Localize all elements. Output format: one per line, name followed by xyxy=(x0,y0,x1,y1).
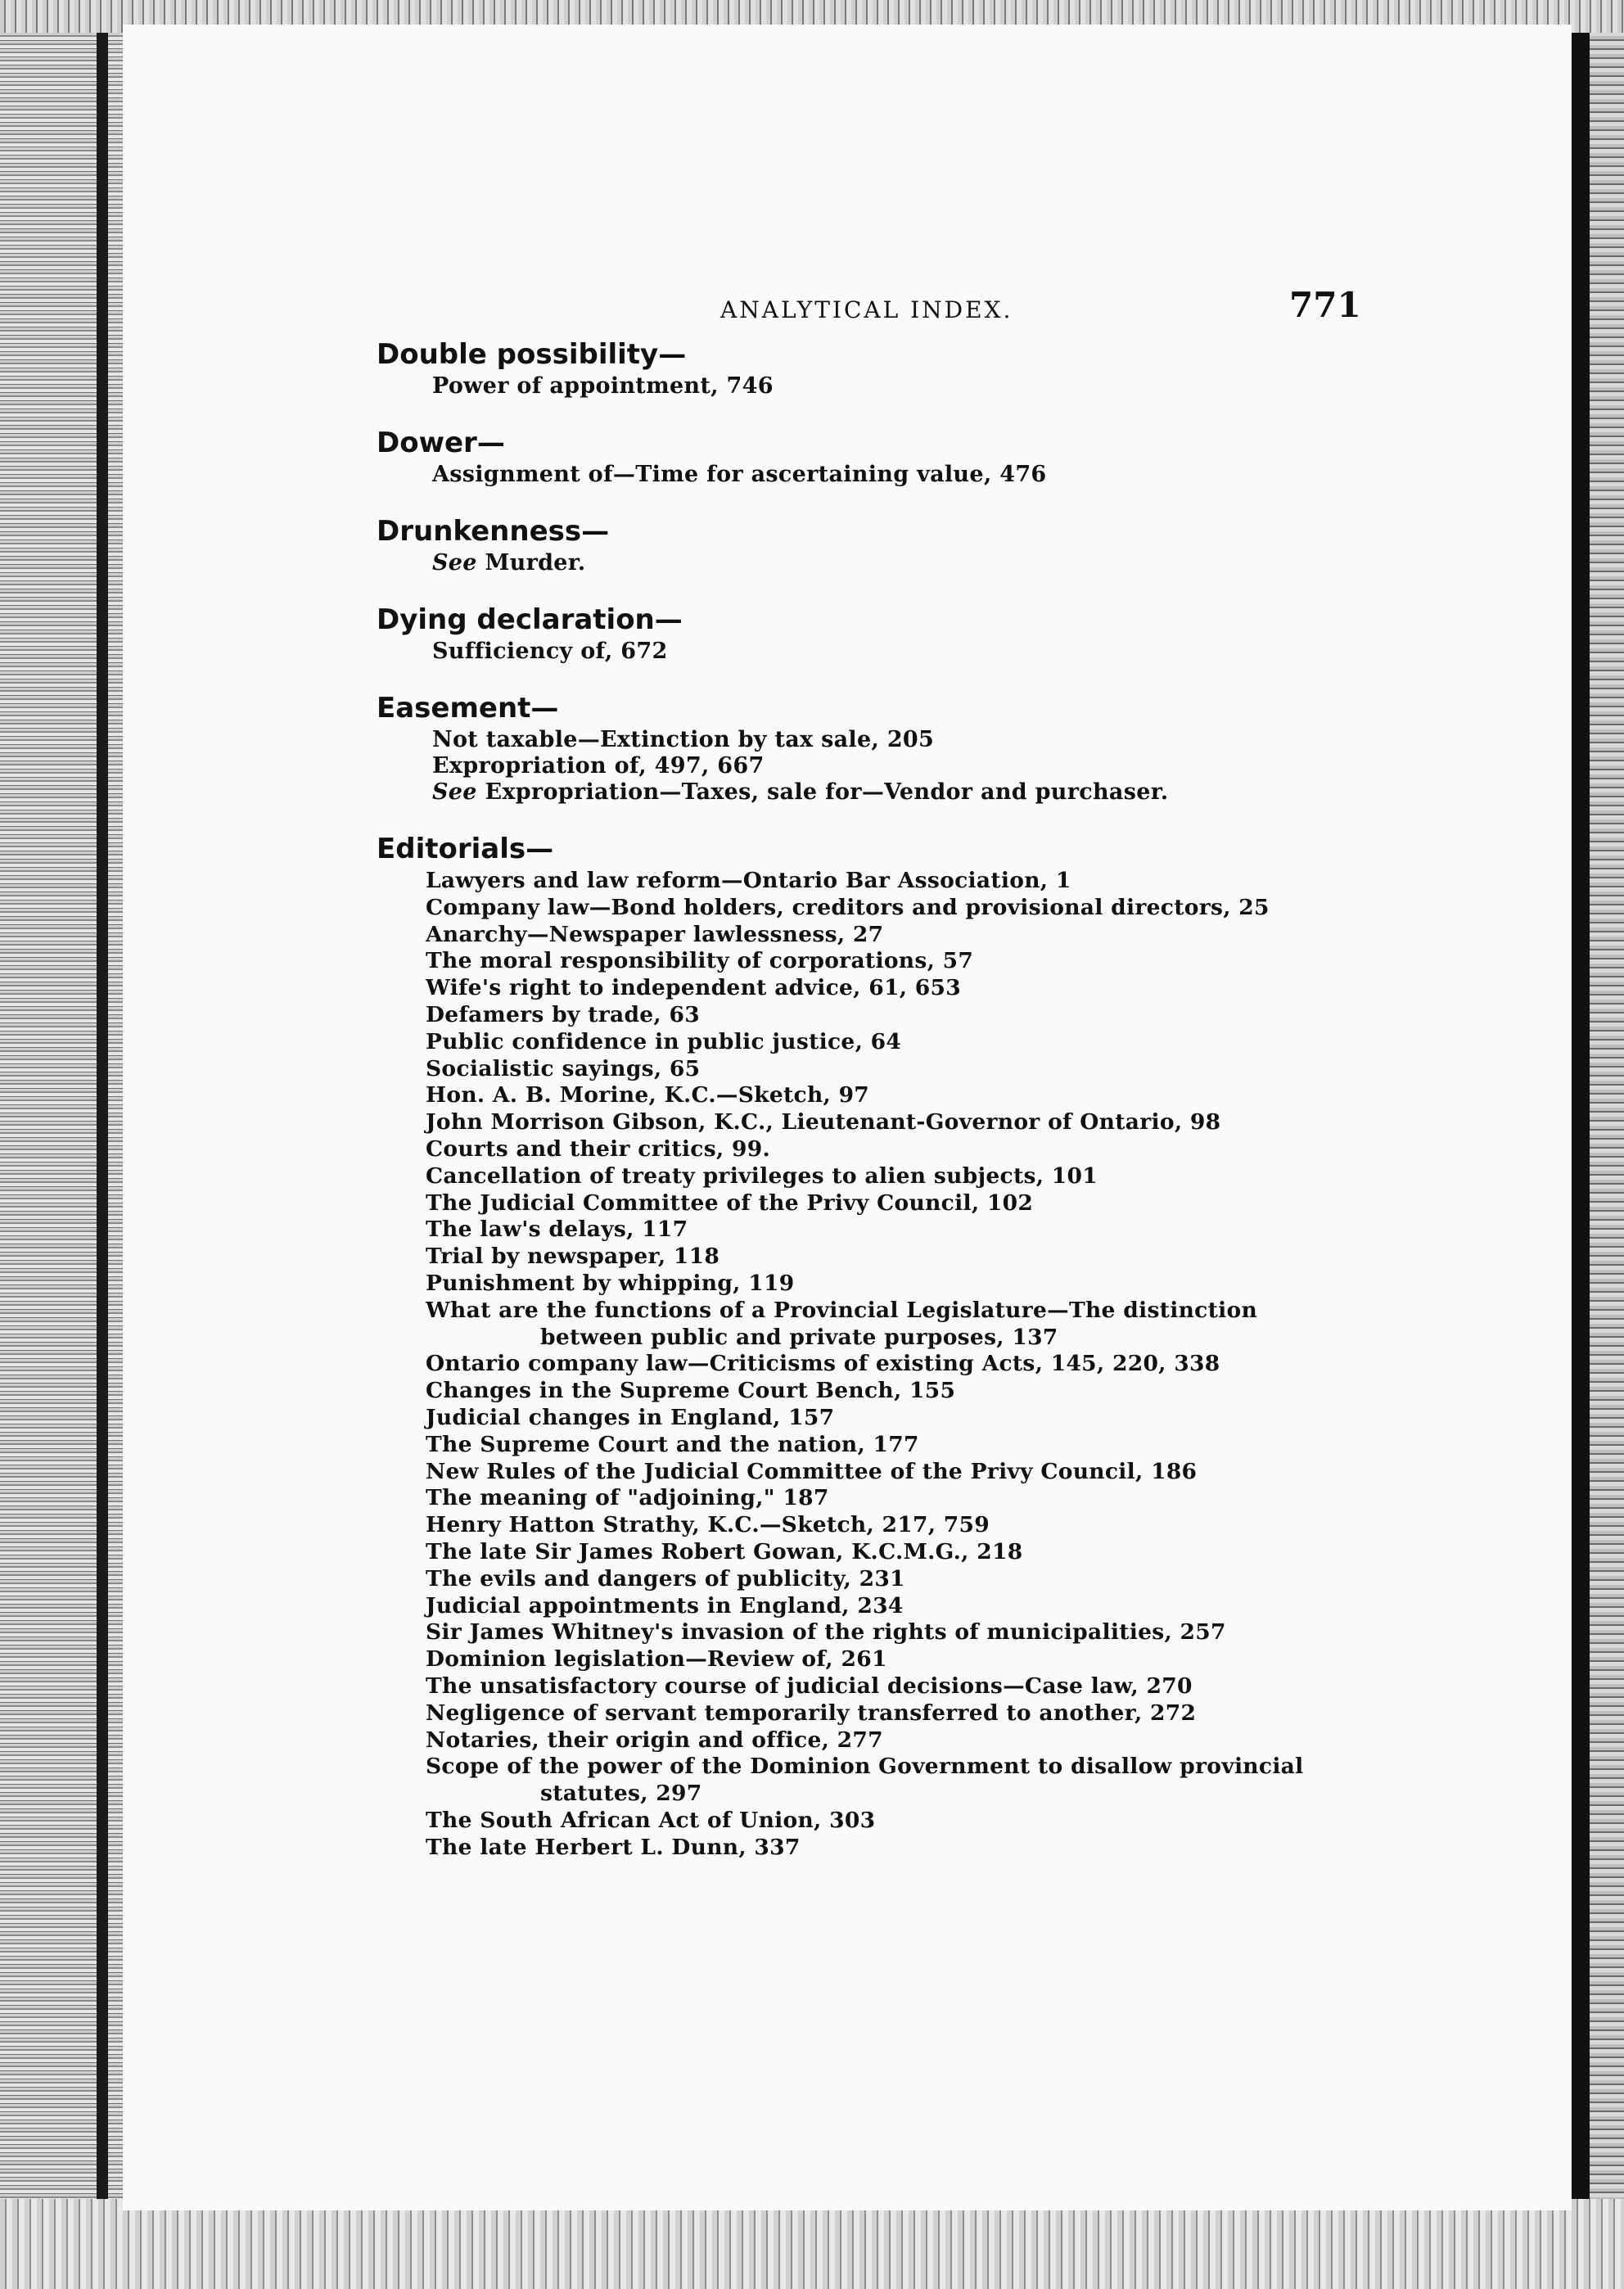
index-subentry xyxy=(377,1136,1482,1163)
book-page xyxy=(123,25,1572,2210)
index-subentry xyxy=(377,1405,1482,1432)
subentry-text: Not taxable—Extinction by tax sale, 205 xyxy=(432,727,935,752)
subentry-text: Lawyers and law reform—Ontario Bar Association, 1 xyxy=(426,868,1071,893)
subentry-text: Expropriation—Taxes, sale for—Vendor and purchaser. xyxy=(476,779,1169,805)
subentry-text: The evils and dangers of publicity, 231 xyxy=(426,1565,905,1591)
subentry-text: Punishment by whipping, 119 xyxy=(426,1270,795,1296)
subentry-text: The law's delays, 117 xyxy=(426,1217,688,1243)
index-subentry xyxy=(377,1432,1482,1459)
subentry-text: What are the functions of a Provincial Legislature—The distinction xyxy=(426,1297,1258,1323)
index-subentry xyxy=(377,948,1482,975)
index-subentry xyxy=(377,1082,1482,1109)
index-subentry xyxy=(377,1378,1482,1405)
index-subentry xyxy=(377,1459,1482,1486)
index-subentry xyxy=(377,1351,1482,1378)
subentry-text: Courts and their critics, 99. xyxy=(426,1135,770,1162)
running-title: ANALYTICAL INDEX. xyxy=(720,296,1013,323)
index-heading: Drunkenness— xyxy=(377,515,610,548)
index-subentry xyxy=(377,639,1482,665)
index-subentry xyxy=(377,975,1482,1002)
subentry-text: Negligence of servant temporarily transferred to another, 272 xyxy=(426,1700,1197,1726)
subentry-text: Company law—Bond holders, creditors and provisional directors, 25 xyxy=(426,894,1270,920)
index-subentry xyxy=(377,1271,1482,1298)
subentry-text: New Rules of the Judicial Committee of the Privy Council, 186 xyxy=(426,1458,1198,1484)
subentry-text: Public confidence in public justice, 64 xyxy=(426,1028,902,1054)
subentry-text: The South African Act of Union, 303 xyxy=(426,1807,876,1833)
subentry-text: Notaries, their origin and office, 277 xyxy=(426,1727,883,1753)
subentry-text: Cancellation of treaty privileges to alien subjects, 101 xyxy=(426,1163,1098,1189)
subentry-text: Sir James Whitney's invasion of the rights of municipalities, 257 xyxy=(426,1619,1226,1646)
index-subentry xyxy=(377,779,1482,806)
index-entry xyxy=(377,601,1482,665)
index-subentry xyxy=(377,462,1482,488)
index-entry xyxy=(377,512,1482,576)
subentry-text: Expropriation of, 497, 667 xyxy=(432,753,765,779)
index-subentry xyxy=(377,1593,1482,1620)
index-entry xyxy=(377,689,1482,806)
subentry-text: Trial by newspaper, 118 xyxy=(426,1244,720,1270)
subentry-text: The unsatisfactory course of judicial decisions—Case law, 270 xyxy=(426,1673,1193,1699)
index-subentry xyxy=(377,868,1482,895)
index-subentry xyxy=(377,1700,1482,1727)
subentry-text: Anarchy—Newspaper lawlessness, 27 xyxy=(426,921,884,947)
index-subentry xyxy=(377,1808,1482,1835)
subentry-text: The meaning of "adjoining," 187 xyxy=(426,1485,829,1511)
index-subentry xyxy=(377,1163,1482,1190)
subentry-text: Defamers by trade, 63 xyxy=(426,1001,700,1027)
subentry-text: Hon. A. B. Morine, K.C.—Sketch, 97 xyxy=(426,1082,870,1108)
page-header xyxy=(123,267,1572,324)
index-heading: Easement— xyxy=(377,692,559,725)
subentry-text: Wife's right to independent advice, 61, 653 xyxy=(426,975,961,1001)
subentry-text: Changes in the Supreme Court Bench, 155 xyxy=(426,1378,956,1404)
index-subentry xyxy=(377,1754,1482,1808)
index-heading: Dying declaration— xyxy=(377,603,683,636)
index-entry xyxy=(377,424,1482,488)
see-reference: See xyxy=(432,779,477,805)
index-content xyxy=(377,336,1482,1885)
subentry-text: John Morrison Gibson, K.C., Lieutenant-Governor of Ontario, 98 xyxy=(426,1109,1221,1135)
index-subentry xyxy=(377,1298,1482,1352)
index-subentry xyxy=(377,753,1482,779)
subentry-text: Socialistic sayings, 65 xyxy=(426,1055,701,1081)
index-subentry xyxy=(377,1835,1482,1862)
index-subentry xyxy=(377,1485,1482,1512)
subentry-text: The late Sir James Robert Gowan, K.C.M.G., 218 xyxy=(426,1538,1023,1564)
subentry-text: Power of appointment, 746 xyxy=(432,373,774,399)
subentry-text: The Judicial Committee of the Privy Council, 102 xyxy=(426,1190,1034,1216)
scan-edge-bottom xyxy=(0,2199,1624,2289)
index-heading: Dower— xyxy=(377,427,505,459)
subentry-text: The Supreme Court and the nation, 177 xyxy=(426,1431,919,1457)
index-subentry xyxy=(377,1539,1482,1566)
subentry-text: Ontario company law—Criticisms of existing Acts, 145, 220, 338 xyxy=(426,1351,1220,1377)
index-subentry xyxy=(377,1673,1482,1700)
index-subentry xyxy=(377,1190,1482,1217)
see-reference: See xyxy=(432,550,477,576)
subentry-text: Sufficiency of, 672 xyxy=(432,639,668,664)
scan-edge-left xyxy=(0,0,131,2289)
subentry-text: The moral responsibility of corporations, 57 xyxy=(426,948,974,974)
index-subentry xyxy=(377,1646,1482,1673)
index-subentry xyxy=(377,373,1482,400)
index-subentry xyxy=(377,1727,1482,1754)
subentry-text: Assignment of—Time for ascertaining value, 476 xyxy=(432,462,1047,487)
index-subentry xyxy=(377,1029,1482,1056)
index-entry xyxy=(377,830,1482,1861)
index-subentry xyxy=(377,1002,1482,1029)
subentry-text: Murder. xyxy=(476,550,586,576)
subentry-text: The late Herbert L. Dunn, 337 xyxy=(426,1834,801,1860)
subentry-text: Scope of the power of the Dominion Government to disallow provincial xyxy=(426,1754,1304,1780)
index-subentry xyxy=(377,1619,1482,1646)
subentry-text: Dominion legislation—Review of, 261 xyxy=(426,1646,887,1673)
subentry-continuation: statutes, 297 xyxy=(540,1781,702,1807)
index-subentry xyxy=(377,550,1482,576)
index-subentry xyxy=(377,1109,1482,1136)
index-heading: Double possibility— xyxy=(377,338,687,371)
index-subentry xyxy=(377,1566,1482,1593)
index-subentry xyxy=(377,922,1482,949)
page-number: 771 xyxy=(1289,285,1361,325)
subentry-text: Judicial changes in England, 157 xyxy=(426,1404,835,1430)
index-heading: Editorials— xyxy=(377,833,554,865)
subentry-text: Judicial appointments in England, 234 xyxy=(426,1592,904,1619)
index-subentry xyxy=(377,1244,1482,1271)
index-entry xyxy=(377,336,1482,400)
index-subentry xyxy=(377,895,1482,922)
index-subentry xyxy=(377,1217,1482,1244)
subentry-continuation: between public and private purposes, 137 xyxy=(540,1324,1058,1350)
subentry-text: Henry Hatton Strathy, K.C.—Sketch, 217, 759 xyxy=(426,1512,990,1538)
index-subentry xyxy=(377,727,1482,753)
index-subentry xyxy=(377,1512,1482,1539)
index-subentry xyxy=(377,1056,1482,1083)
